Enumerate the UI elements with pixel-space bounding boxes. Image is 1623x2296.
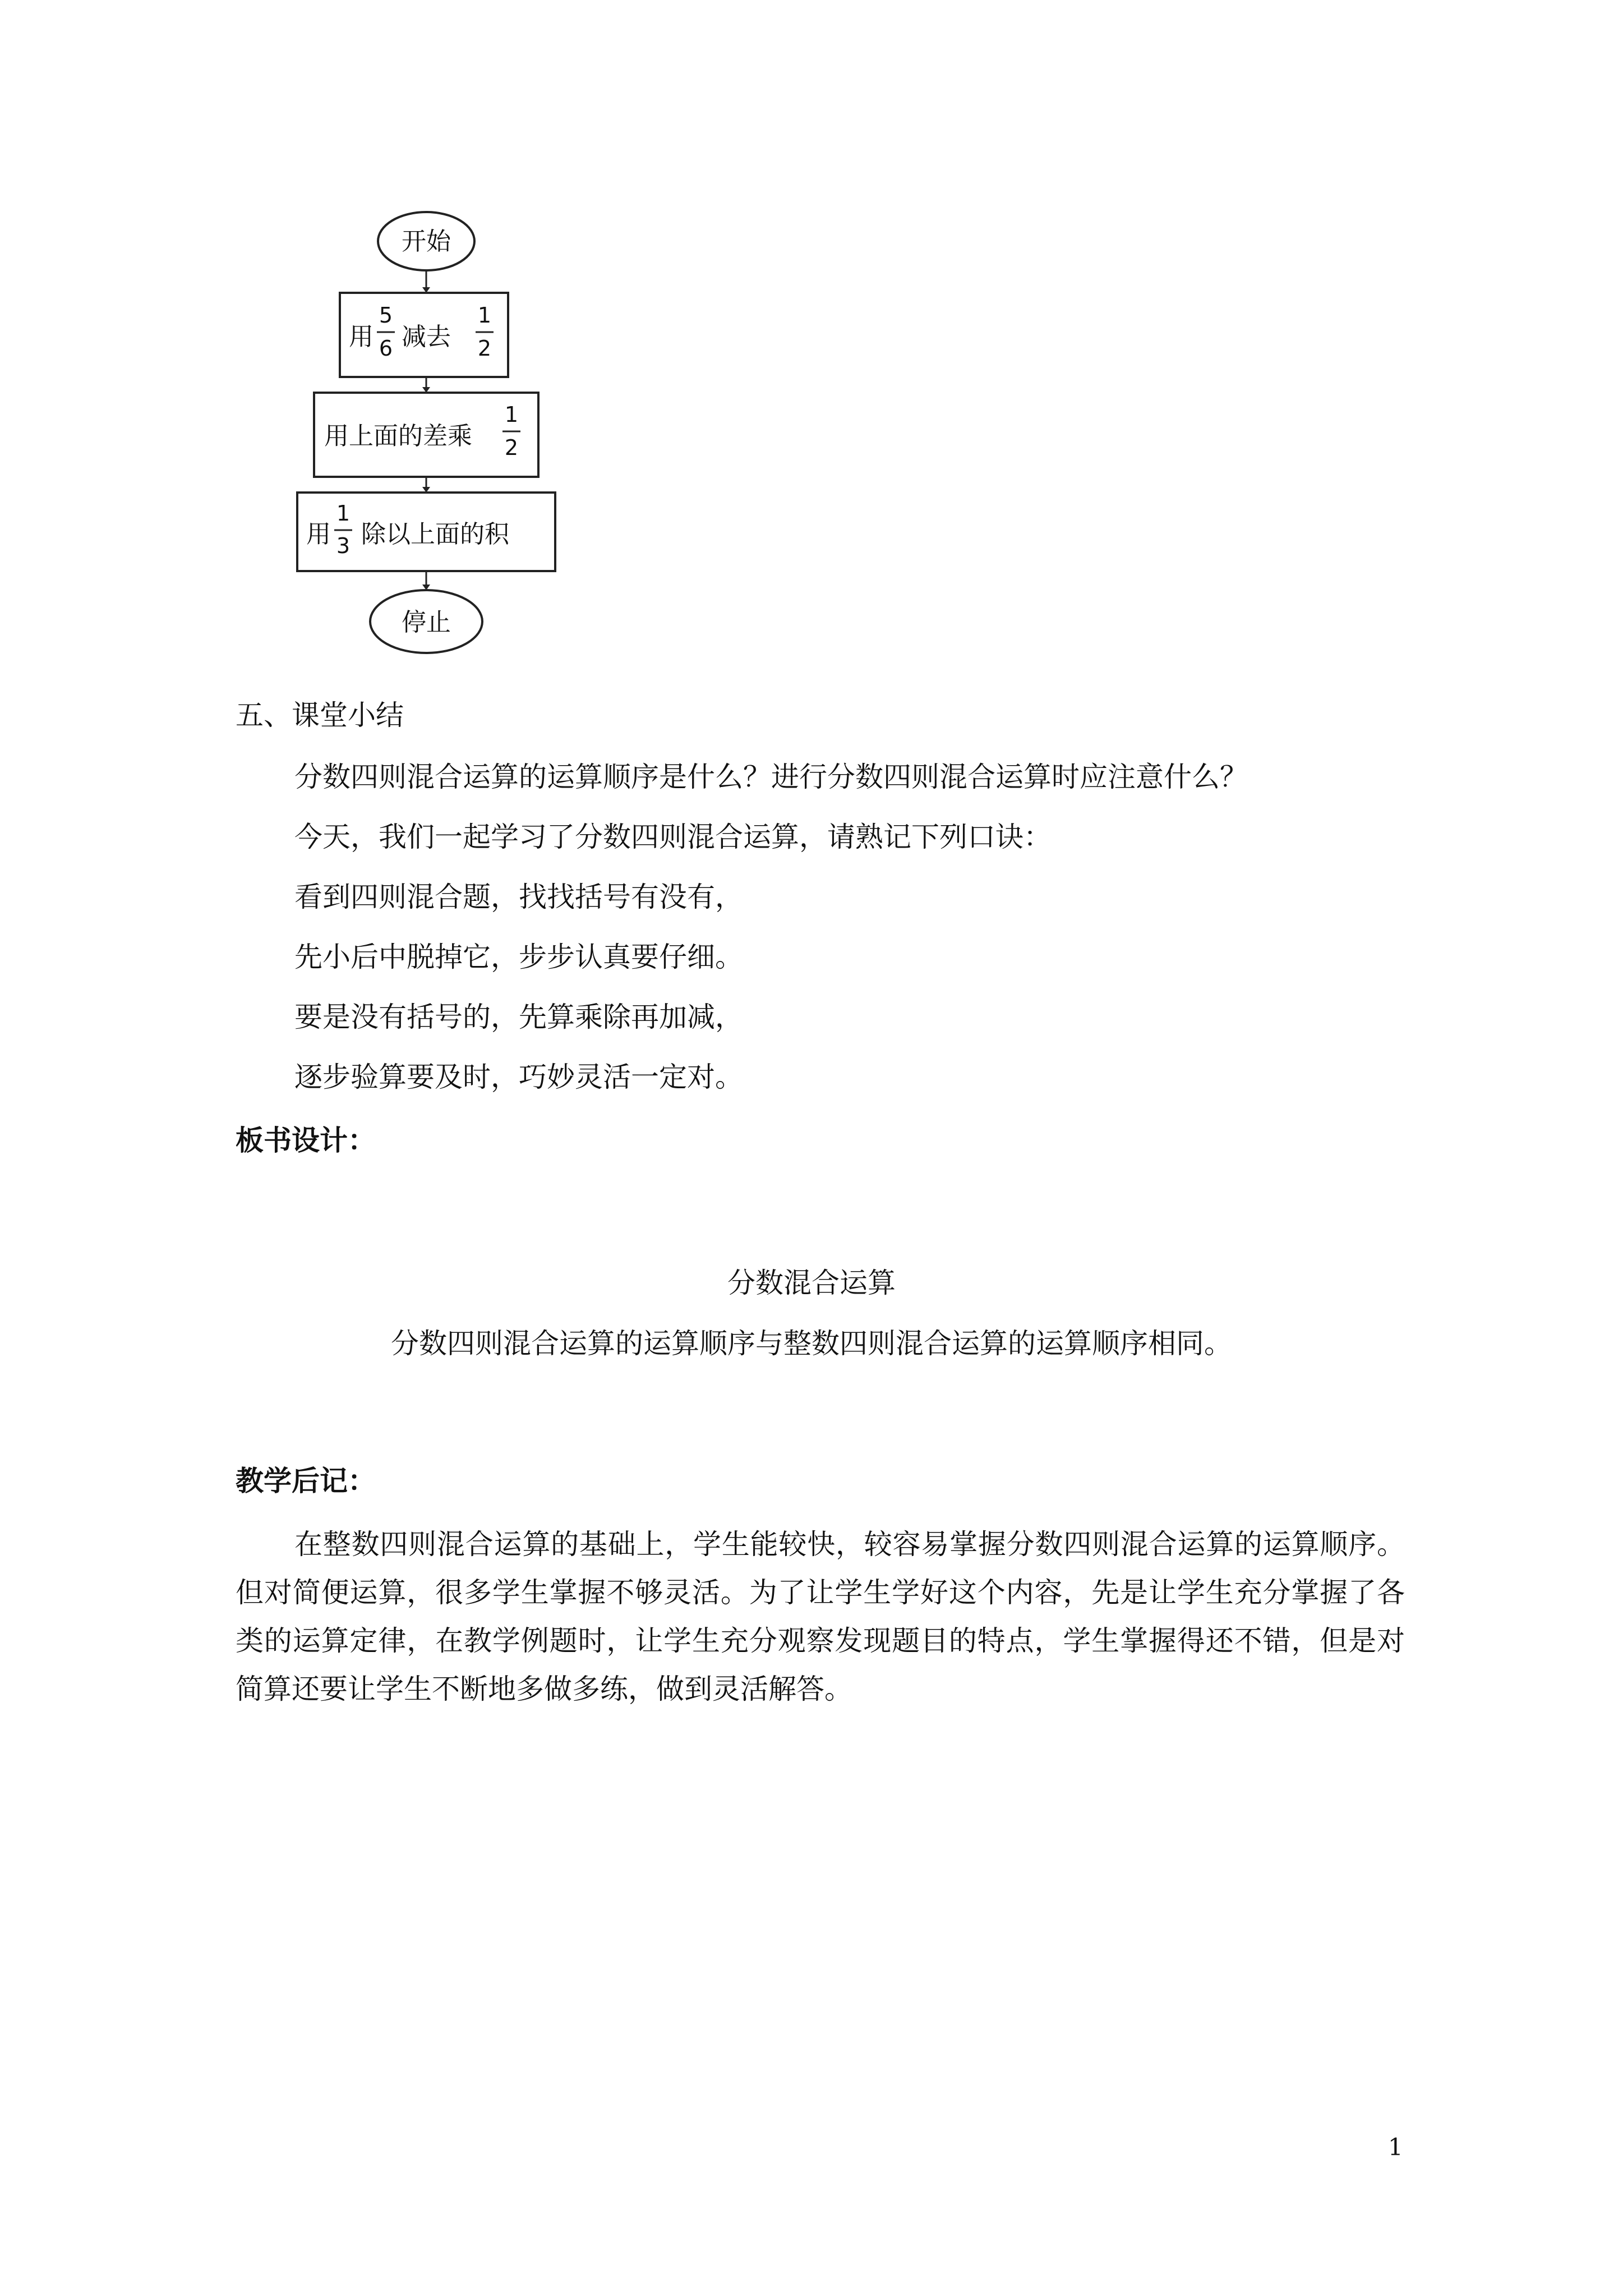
summary-line-1: 分数四则混合运算的运算顺序是什么？进行分数四则混合运算时应注意什么？ (294, 761, 1248, 793)
step2-frac-den: 2 (504, 435, 519, 460)
step1-frac-a-num: 5 (379, 303, 393, 328)
summary-line-5: 要是没有括号的，先算乘除再加减， (294, 1001, 743, 1033)
step1-frac-b-den: 2 (477, 336, 492, 361)
summary-line-2: 今天，我们一起学习了分数四则混合运算，请熟记下列口诀： (294, 821, 1052, 853)
stop-label: 停止 (402, 608, 451, 637)
board-title: 分数混合运算 (727, 1267, 896, 1299)
step3-frac-den: 3 (336, 533, 351, 558)
board-statement: 分数四则混合运算的运算顺序与整数四则混合运算的运算顺序相同。 (391, 1327, 1232, 1360)
summary-line-4: 先小后中脱掉它，步步认真要仔细。 (294, 941, 743, 973)
step3-prefix: 用 (306, 520, 331, 549)
step1-prefix: 用 (349, 323, 374, 351)
section5-heading: 五、课堂小结 (236, 699, 404, 731)
step1-frac-b-num: 1 (477, 303, 492, 328)
page-number: 1 (1388, 2133, 1403, 2161)
step3-frac-num: 1 (336, 501, 351, 526)
board-heading: 板书设计： (236, 1124, 376, 1157)
step1-middle: 减去 (402, 323, 451, 351)
step1-frac-a-den: 6 (379, 336, 393, 361)
step2-frac-num: 1 (504, 402, 519, 427)
postscript-paragraph: 在整数四则混合运算的基础上，学生能较快，较容易掌握分数四则混合运算的运算顺序。但对简便运算，很多学生掌握不够灵活。为了让学生学好这个内容，先是让学生充分掌握了各类的运算定律，在教学例题时，让学生充分观察发现题目的特点，学生掌握得还不错，但是对简算还要让学生不断地多做多练，做到灵活解答。 (236, 1528, 1405, 1705)
step3-text: 除以上面的积 (361, 520, 509, 549)
flowchart (292, 208, 583, 668)
step2-text: 用上面的差乘 (324, 422, 472, 450)
summary-line-3: 看到四则混合题，找找括号有没有， (294, 881, 743, 913)
start-label: 开始 (402, 227, 451, 256)
postscript-heading: 教学后记： (236, 1464, 376, 1497)
summary-line-6: 逐步验算要及时，巧妙灵活一定对。 (294, 1061, 743, 1093)
